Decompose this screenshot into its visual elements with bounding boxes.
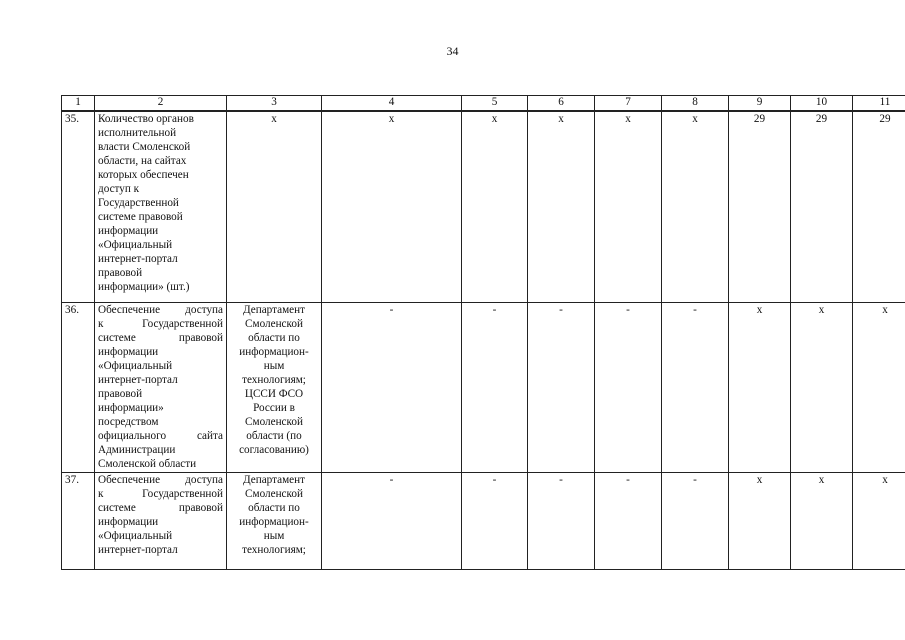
description-line: к Государственной xyxy=(98,488,223,500)
row-value: - xyxy=(322,473,462,570)
row-value: - xyxy=(595,303,662,473)
description-line: информации xyxy=(98,516,159,528)
row-value: - xyxy=(322,303,462,473)
row-value: - xyxy=(528,473,595,570)
row-value: 29 xyxy=(791,111,853,303)
header-cell: 10 xyxy=(791,96,853,112)
description-line: Смоленской области xyxy=(98,458,197,470)
description-line: информации xyxy=(98,346,159,358)
table-header-row xyxy=(62,96,905,112)
table-row xyxy=(62,473,905,570)
description-line: «Официальный xyxy=(98,360,173,372)
row-value: х xyxy=(662,111,729,303)
row-value: х xyxy=(729,303,791,473)
row-description xyxy=(95,473,227,570)
description-line: Обеспечение доступа xyxy=(98,304,223,316)
description-line: интернет-портал xyxy=(98,544,178,556)
row-number: 36. xyxy=(62,303,95,473)
row-value: - xyxy=(662,303,729,473)
page-number: 34 xyxy=(446,44,459,58)
row-value: х xyxy=(595,111,662,303)
header-cell: 5 xyxy=(462,96,528,112)
row-value: х xyxy=(853,303,905,473)
description-line: «Официальный xyxy=(98,530,173,542)
row-value: х xyxy=(791,473,853,570)
row-value: - xyxy=(595,473,662,570)
row-number: 37. xyxy=(62,473,95,570)
row-value: х xyxy=(791,303,853,473)
row-value: 29 xyxy=(853,111,905,303)
description-line: правовой xyxy=(98,388,143,400)
description-line: Обеспечение доступа xyxy=(98,474,223,486)
header-cell: 4 xyxy=(322,96,462,112)
row-value: х xyxy=(729,473,791,570)
row-executor: Департамент Смоленской области по информацион- ным технологиям; ЦССИ ФСО России в Смоленской области (по согласованию) xyxy=(227,303,322,473)
description-line: посредством xyxy=(98,416,159,428)
row-number: 35. xyxy=(62,111,95,303)
row-value: х xyxy=(853,473,905,570)
header-cell: 3 xyxy=(227,96,322,112)
header-cell: 6 xyxy=(528,96,595,112)
row-value: - xyxy=(528,303,595,473)
row-value: 29 xyxy=(729,111,791,303)
row-value: - xyxy=(662,473,729,570)
description-line: информации» xyxy=(98,402,164,414)
table-row xyxy=(62,303,905,473)
row-value: - xyxy=(462,303,528,473)
row-value: - xyxy=(462,473,528,570)
row-description xyxy=(95,303,227,473)
row-value: х xyxy=(462,111,528,303)
table-row xyxy=(62,111,905,303)
description-line: официального сайта xyxy=(98,430,223,442)
header-cell: 11 xyxy=(853,96,905,112)
program-indicators-table xyxy=(61,95,905,570)
row-executor: Департамент Смоленской области по информацион- ным технологиям; xyxy=(227,473,322,570)
description-line: к Государственной xyxy=(98,318,223,330)
header-cell: 7 xyxy=(595,96,662,112)
description-line: системе правовой xyxy=(98,332,223,344)
header-cell: 2 xyxy=(95,96,227,112)
description-line: интернет-портал xyxy=(98,374,178,386)
row-description: Количество органов исполнительной власти Смоленской области, на сайтах которых обеспечен доступ к Государственной системе правовой информации «Официальный интернет-портал правовой информации» (шт.) xyxy=(95,111,227,303)
header-cell: 1 xyxy=(62,96,95,112)
row-value: х xyxy=(322,111,462,303)
description-line: системе правовой xyxy=(98,502,223,514)
row-executor: х xyxy=(227,111,322,303)
row-value: х xyxy=(528,111,595,303)
description-line: Администрации xyxy=(98,444,176,456)
header-cell: 9 xyxy=(729,96,791,112)
header-cell: 8 xyxy=(662,96,729,112)
